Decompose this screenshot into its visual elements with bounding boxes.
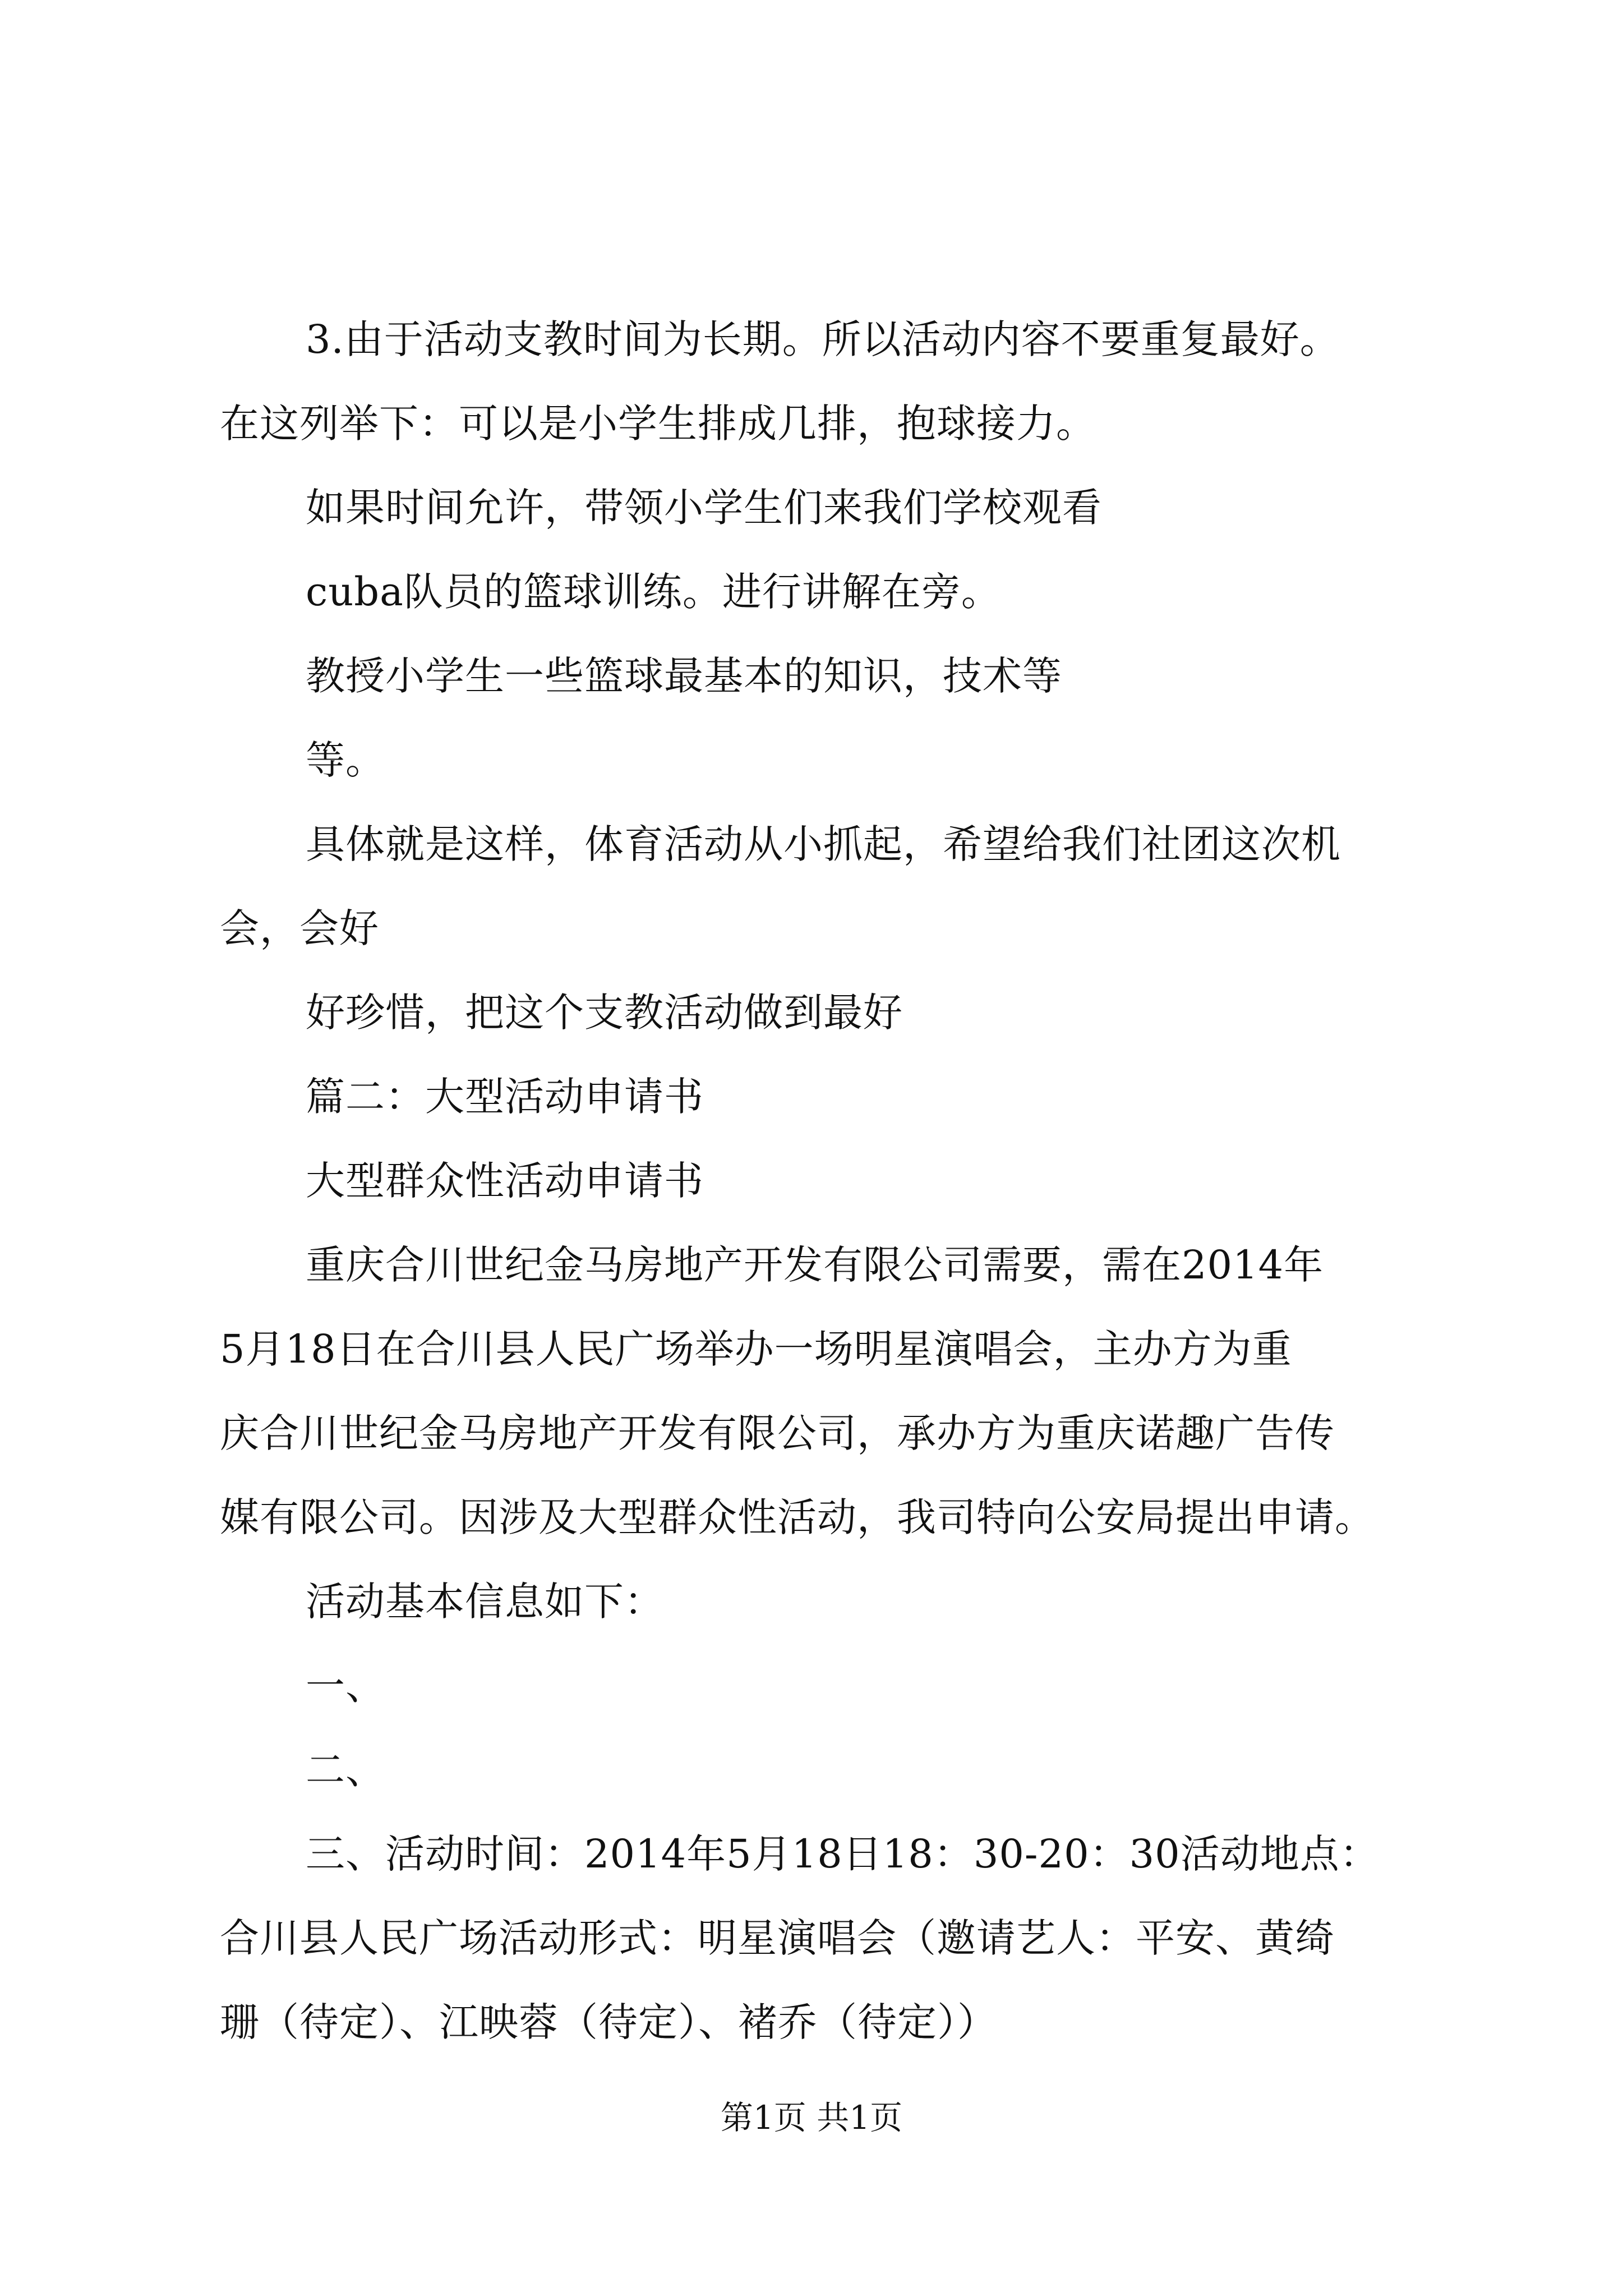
document-title: 大型群众性活动申请书 (306, 1158, 704, 1204)
page-footer: 第1页 共1页 (720, 2099, 903, 2137)
body-line-6: 等。 (306, 737, 385, 783)
body-line-15: 媒有限公司。因涉及大型群众性活动，我司特向公安局提出申请。 (220, 1494, 1375, 1540)
body-line-20: 合川县人民广场活动形式：明星演唱会（邀请艺人：平安、黄绮 (220, 1915, 1335, 1961)
list-item-1: 一、 (306, 1663, 385, 1709)
body-line-12: 重庆合川世纪金马房地产开发有限公司需要，需在2014年 (306, 1242, 1324, 1288)
list-item-3: 三、活动时间：2014年5月18日18：30-20：30活动地点： (306, 1831, 1380, 1877)
body-line-1: 3.由于活动支教时间为长期。所以活动内容不要重复最好。 (306, 316, 1340, 362)
body-line-13: 5月18日在合川县人民广场举办一场明星演唱会，主办方为重 (220, 1326, 1292, 1372)
list-item-2: 二、 (306, 1747, 385, 1793)
body-line-21: 珊（待定）、江映蓉（待定）、褚乔（待定）） (220, 1999, 997, 2045)
section-heading: 篇二：大型活动申请书 (306, 1074, 704, 1120)
body-line-8: 会，会好 (220, 905, 379, 951)
body-line-5: 教授小学生一些篮球最基本的知识，技术等 (306, 653, 1062, 699)
body-line-3: 如果时间允许，带领小学生们来我们学校观看 (306, 485, 1102, 531)
body-line-2: 在这列举下：可以是小学生排成几排，抱球接力。 (220, 401, 1096, 447)
body-line-16: 活动基本信息如下： (306, 1579, 664, 1625)
body-line-14: 庆合川世纪金马房地产开发有限公司，承办方为重庆诺趣广告传 (220, 1410, 1335, 1456)
body-line-4: cuba队员的篮球训练。进行讲解在旁。 (306, 569, 1001, 615)
body-line-9: 好珍惜，把这个支教活动做到最好 (306, 990, 903, 1036)
body-line-7: 具体就是这样，体育活动从小抓起，希望给我们社团这次机 (306, 821, 1341, 867)
